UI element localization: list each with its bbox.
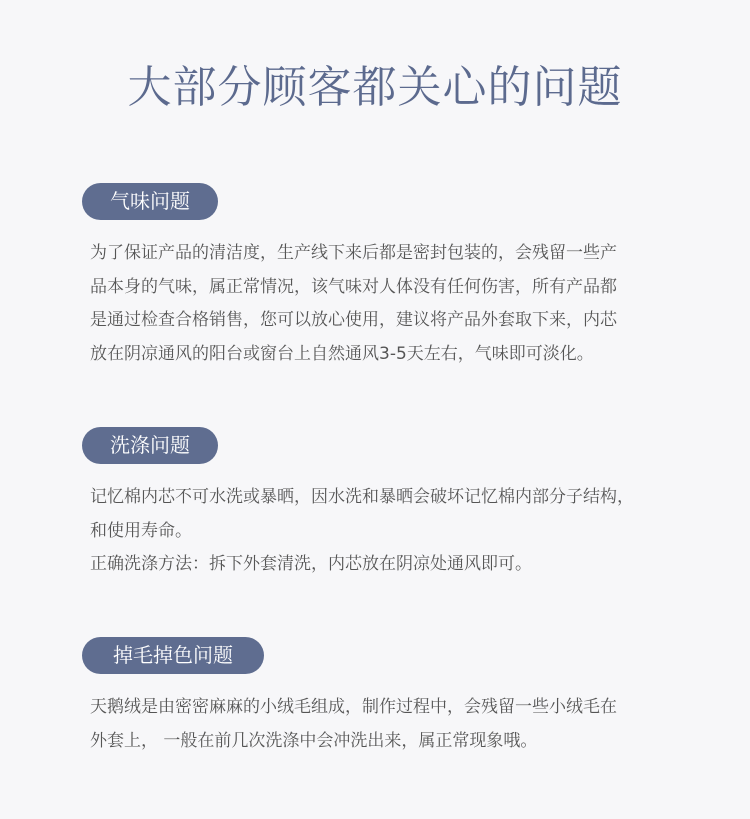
text-line: 品本身的气味，属正常情况，该气味对人体没有任何伤害，所有产品都 (90, 276, 617, 297)
page-title: 大部分顾客都关心的问题 (127, 62, 623, 113)
text-line: 外套上， 一般在前几次洗涤中会冲洗出来，属正常现象哦。 (90, 730, 538, 751)
text-line: 为了保证产品的清洁度，生产线下来后都是密封包装的，会残留一些产 (90, 243, 617, 263)
section-heading-shedding: 掉毛掉色问题 (82, 637, 264, 674)
text-line: 是通过检查合格销售，您可以放心使用，建议将产品外套取下来，内芯 (90, 310, 617, 330)
text-line: 正确洗涤方法：拆下外套清洗，内芯放在阴凉处通风即可。 (90, 554, 532, 574)
section-odor (82, 183, 702, 371)
section-heading-odor: 气味问题 (82, 183, 218, 220)
text-line: 记忆棉内芯不可水洗或暴晒，因水洗和暴晒会破坏记忆棉内部分子结构， (90, 487, 634, 507)
section-text-shedding (90, 691, 694, 758)
section-shedding (82, 637, 702, 758)
section-heading-washing: 洗涤问题 (82, 427, 218, 464)
section-washing (82, 427, 702, 582)
text-line: 天鹅绒是由密密麻麻的小绒毛组成，制作过程中，会残留一些小绒毛在 (90, 697, 617, 717)
text-line: 和使用寿命。 (90, 520, 192, 541)
text-line: 放在阴凉通风的阳台或窗台上自然通风3-5天左右，气味即可淡化。 (90, 343, 594, 364)
section-text-odor (90, 237, 694, 371)
section-text-washing (90, 481, 694, 582)
